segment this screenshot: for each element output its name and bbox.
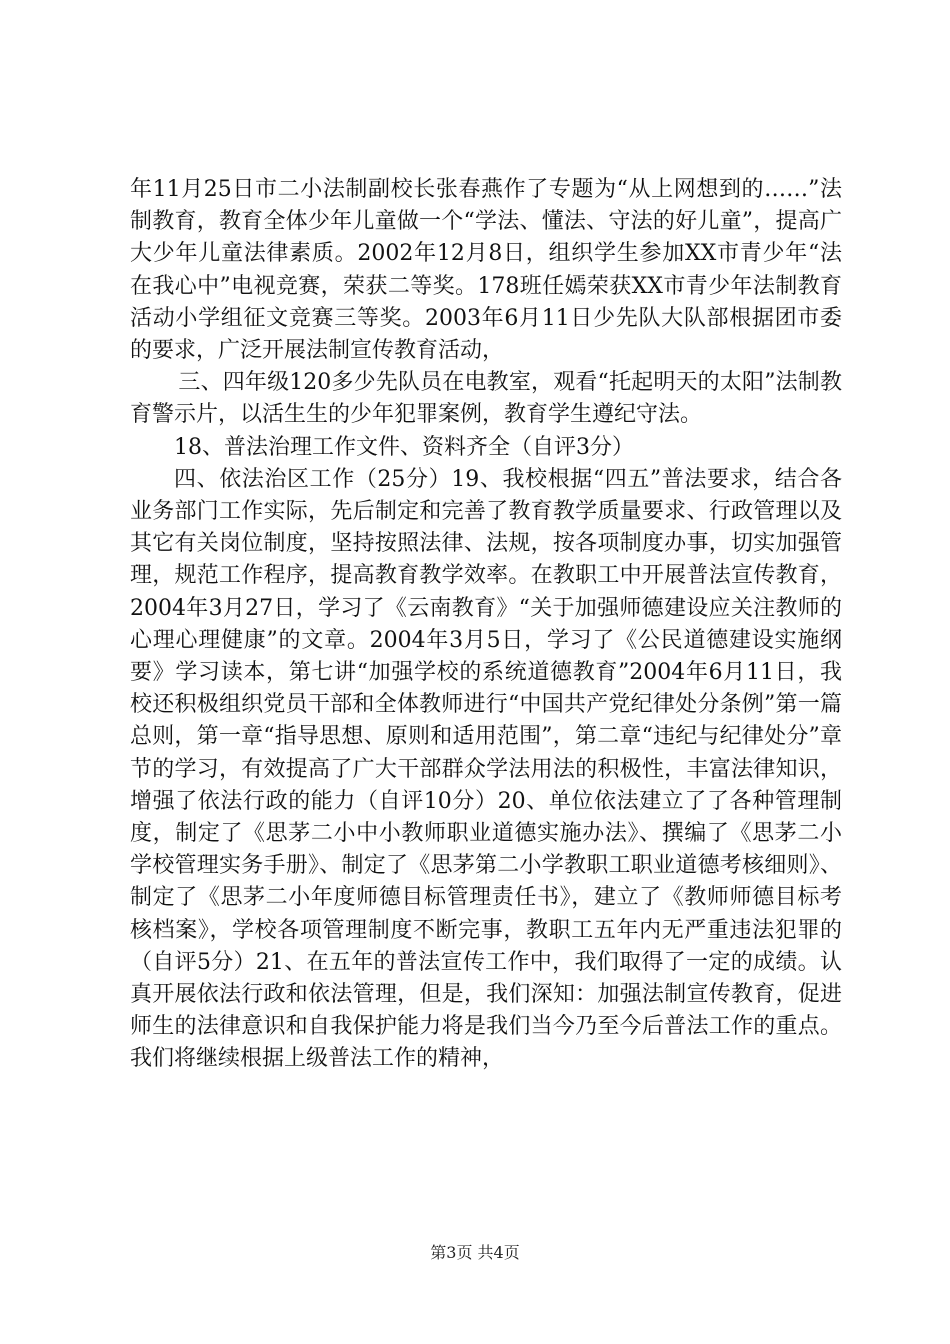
paragraph-1: 年11月25日市二小法制副校长张春燕作了专题为“从上网想到的……”法制教育，教育全体少年儿童做一个“学法、懂法、守法的好儿童”，提高广大少年儿童法律素质。2002年12月8日，组织学生参加XX市青少年“法在我心中”电视竞赛，荣获二等奖。178班任嫣荣获XX市青少年法制教育活动小学组征文竞赛三等奖。2003年6月11日少先队大队部根据团市委的要求，广泛开展法制宣传教育活动， [130, 177, 842, 364]
body-text [130, 174, 842, 1076]
paragraph-3: 18、普法治理工作文件、资料齐全（自评3分） [174, 434, 634, 460]
paragraph-4: 四、依法治区工作（25分）19、我校根据“四五”普法要求，结合各业务部门工作实际，先后制定和完善了教育教学质量要求、行政管理以及其它有关岗位制度，坚持按照法律、法规，按各项制度办事，切实加强管理，规范工作程序，提高教育教学效率。在教职工中开展普法宣传教育，2004年3月27日，学习了《云南教育》“关于加强师德建设应关注教师的心理心理健康”的文章。2004年3月5日，学习了《公民道德建设实施纲要》学习读本，第七讲“加强学校的系统道德教育”2004年6月11日，我校还积极组织党员干部和全体教师进行“中国共产党纪律处分条例”第一篇总则，第一章“指导思想、原则和适用范围”，第二章“违纪与纪律处分”章节的学习，有效提高了广大干部群众学法用法的积极性，丰富法律知识，增强了依法行政的能力（自评10分）20、单位依法建立了了各种管理制度，制定了《思茅二小中小教师职业道德实施办法》、撰编了《思茅二小学校管理实务手册》、制定了《思茅第二小学教职工职业道德考核细则》、制定了《思茅二小年度师德目标管理责任书》，建立了《教师师德目标考核档案》，学校各项管理制度不断完事，教职工五年内无严重违法犯罪的（自评5分）21、在五年的普法宣传工作中，我们取得了一定的成绩。认真开展依法行政和依法管理，但是，我们深知：加强法制宣传教育，促进师生的法律意识和自我保护能力将是我们当今乃至今后普法工作的重点。我们将继续根据上级普法工作的精神， [130, 466, 842, 1072]
page-footer: 第3页 共4页 [430, 1243, 520, 1262]
paragraph-2: 三、四年级120多少先队员在电教室，观看“托起明天的太阳”法制教育警示片，以活生生的少年犯罪案例，教育学生遵纪守法。 [130, 370, 842, 428]
